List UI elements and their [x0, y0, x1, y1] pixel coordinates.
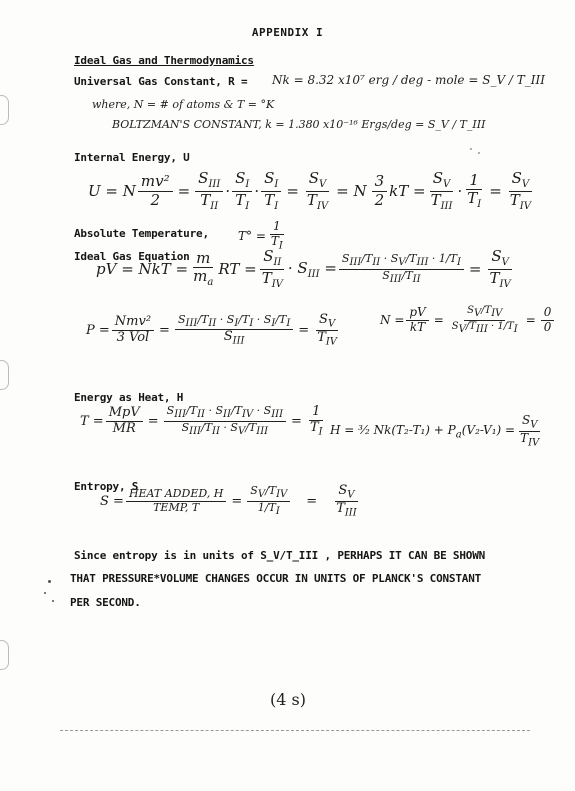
appendix-heading: APPENDIX I: [251, 26, 324, 39]
absolute-temp-equation: T° = $\frac{1}{T_I}$: [238, 219, 283, 252]
punch-hole: [0, 95, 9, 125]
ink-speck: [52, 600, 54, 602]
internal-energy-equation: U = N $\frac{\text{mv²}}{2}$ = $\frac{S_{III}}{T_{II}}$ · $\frac{S_I}{T_I}$ · $\frac{S_I}{T_I}$ = $\frac{S_V}{T_{IV}}$ = N $\frac{3}{2}$ kT = $\frac{S_V}{T_{III}}$ · $\frac{1}{T_I}$ = $\frac{S_V}{T_{IV}}$: [88, 169, 531, 212]
punch-hole: [0, 360, 9, 390]
entropy-equation: S = $\frac{\text{HEAT ADDED, H}}{\text{TEMP, T}}$ = $\frac{S_V/T_{IV}}{1/T_I}$ = $\frac{S_V}{T_{III}}$: [100, 483, 357, 519]
heat-equation: H = ³⁄₂ $Nk(T_2-T_1) + P_a(V_2-V_1)$ = $\frac{S_V}{T_{IV}}$: [330, 413, 540, 449]
ideal-gas-equation: pV = NkT = $\frac{m}{m_a}$ RT = $\frac{S_{II}}{T_{IV}}$ · $S_{III}$ = $\frac{S_{III}/T_{II} \cdot S_V/T_{III} \cdot 1/T_I}{S_{III}/T_{II}}$ = $\frac{S_V}{T_{IV}}$: [96, 247, 511, 290]
pressure-equation: P = $\frac{\text{Nmv²}}{\text{3 Vol}}$ = $\frac{S_{III}/T_{II} \cdot S_I/T_I \cdot S_I/T_I}{S_{III}}$ = $\frac{S_V}{T_{IV}}$: [86, 312, 338, 348]
section-internal-energy: Internal Energy, U: [74, 151, 190, 164]
temperature-equation: T = $\frac{\text{MpV}}{MR}$ = $\frac{S_{III}/T_{II} \cdot S_{II}/T_{IV} \cdot S_{III}}{S_{III}/T_{II} \cdot S_V/T_{III}}$ = $\frac{1}{T_I}$: [80, 404, 323, 438]
gas-constant-label: Universal Gas Constant, R =: [74, 75, 248, 88]
conclusion-line-2: THAT PRESSURE*VOLUME CHANGES OCCUR IN UNITS OF PLANCK'S CONSTANT: [70, 572, 482, 585]
ink-speck: [48, 580, 51, 583]
n-equation: N = $\frac{pV}{kT}$ = $\frac{S_V/T_{IV}}{S_V/T_{III} \cdot 1/T_I}$ = $\frac{0}{0}$: [380, 305, 556, 335]
section-ideal-gas-equation: Ideal Gas Equation: [74, 250, 190, 263]
conclusion-line-3: PER SECOND.: [70, 596, 141, 609]
footer-divider: [60, 730, 530, 731]
where-note: where, N = # of atoms & T = °K: [92, 98, 275, 111]
absolute-temp-label: Absolute Temperature,: [74, 227, 209, 240]
ink-speck: [44, 592, 46, 594]
gas-constant-equation: Nk = 8.32 x10⁷ erg / deg - mole = S_V / T_III: [272, 73, 545, 87]
section-entropy: Entropy, S: [74, 480, 139, 493]
section-energy-heat: Energy as Heat, H: [74, 391, 184, 404]
punch-hole: [0, 640, 9, 670]
boltzmann-constant: BOLTZMAN'S CONSTANT, k = 1.380 x10⁻¹⁶ Ergs/deg = S_V / T_III: [112, 118, 486, 131]
ink-speck: [470, 148, 472, 150]
ink-speck: [478, 152, 480, 154]
conclusion-line-1: Since entropy is in units of S_V/T_III , PERHAPS IT CAN BE SHOWN: [74, 549, 486, 562]
page-number: (4 s): [270, 690, 306, 709]
section-ideal-gas: Ideal Gas and Thermodynamics: [74, 54, 254, 67]
